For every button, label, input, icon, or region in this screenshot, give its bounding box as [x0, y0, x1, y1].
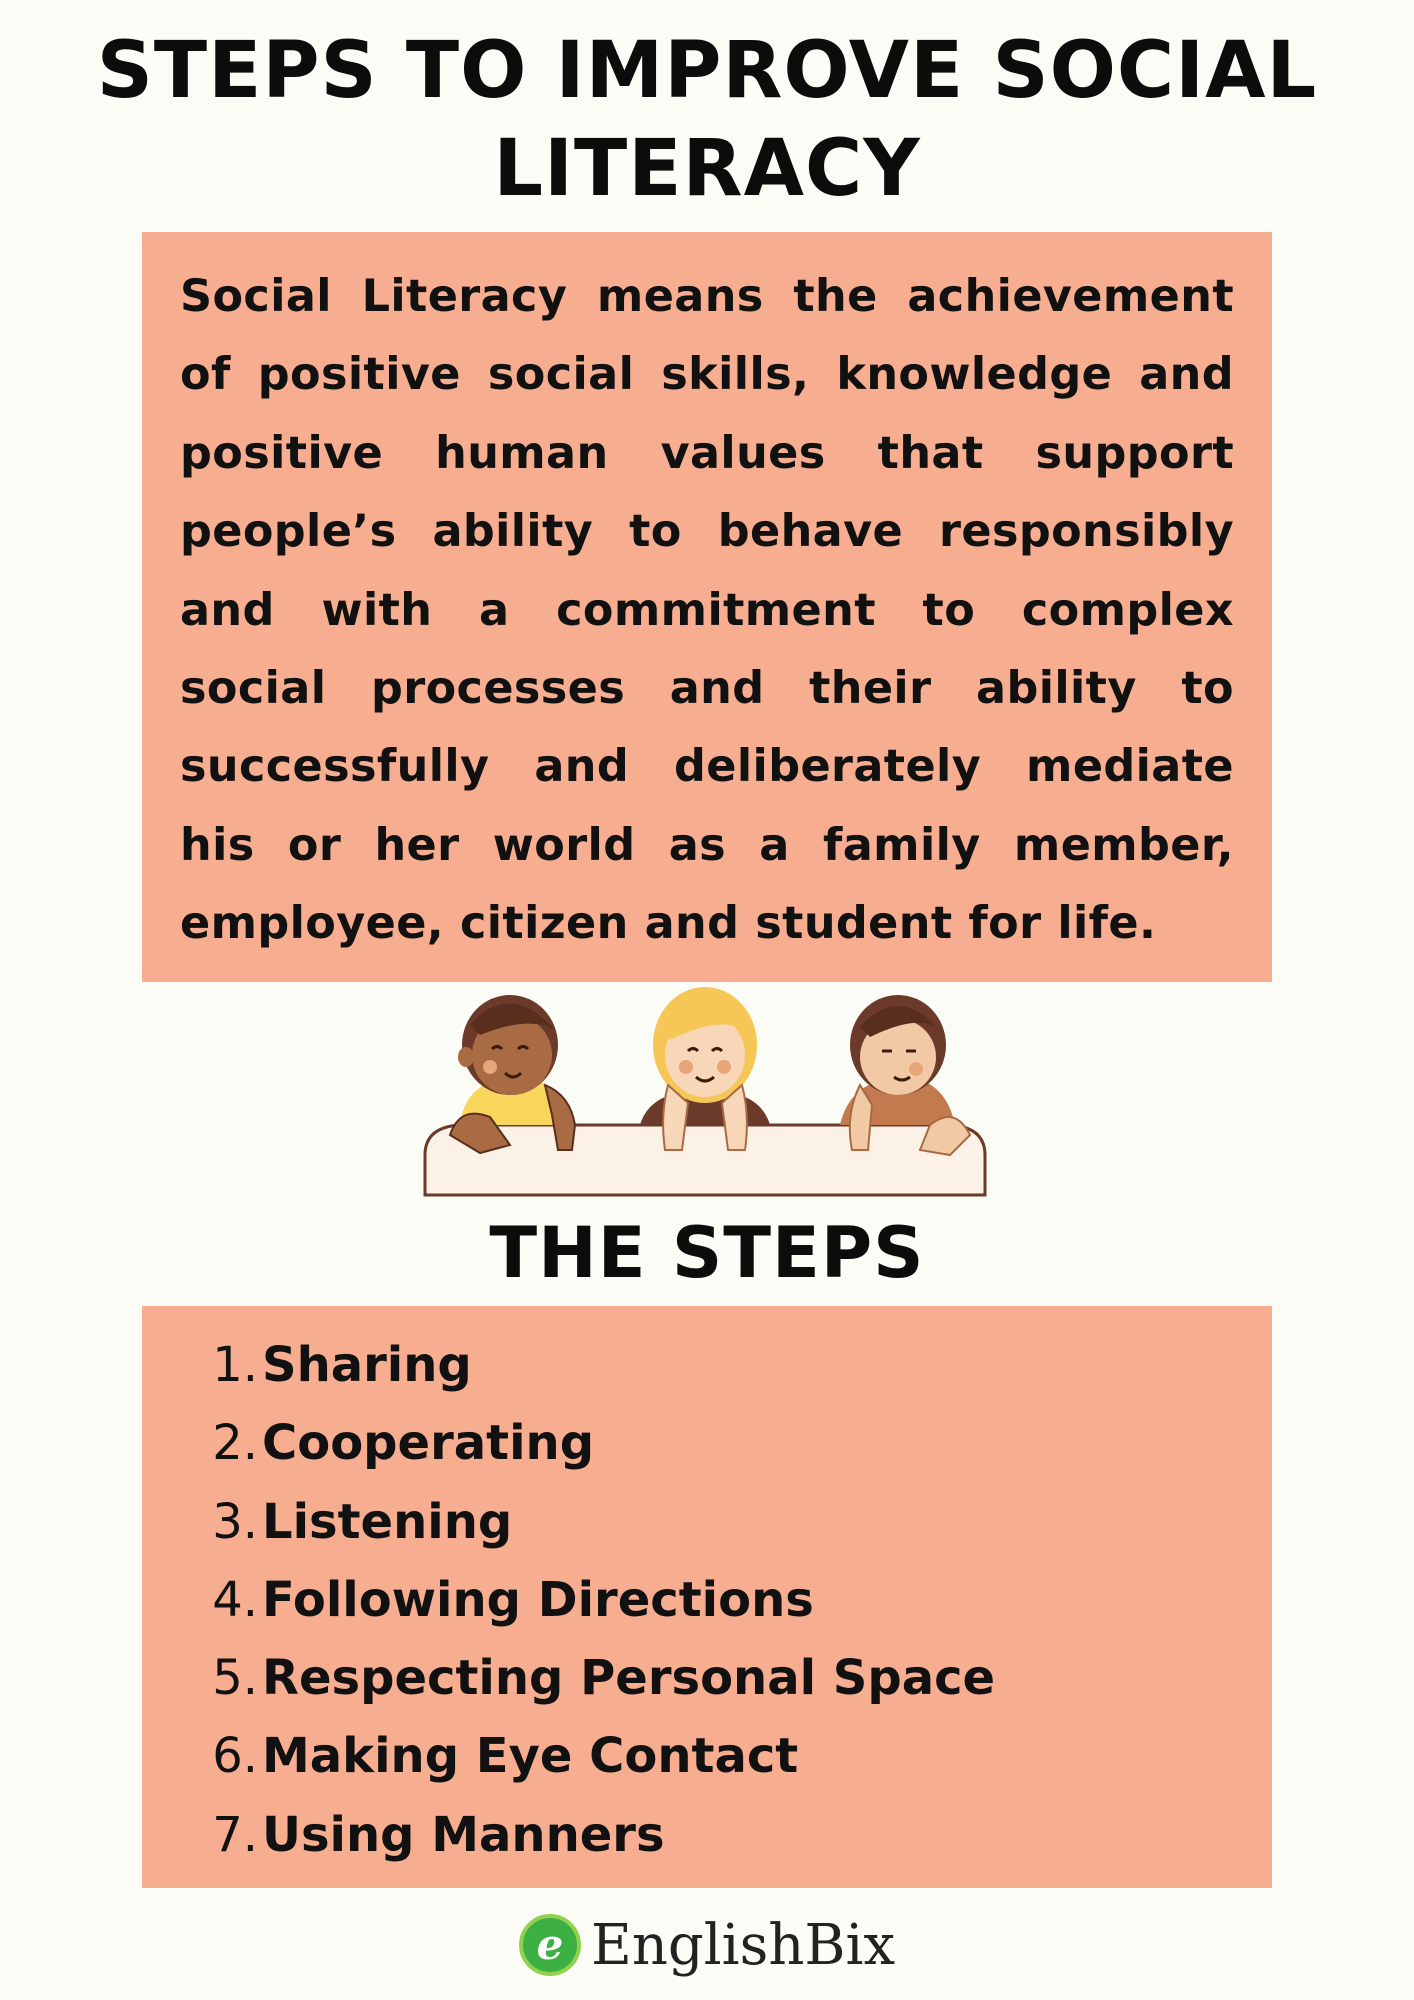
- step-number: 7.: [212, 1806, 258, 1863]
- logo-letter: e: [536, 1920, 564, 1969]
- step-number: 3.: [212, 1493, 258, 1550]
- step-number: 5.: [212, 1650, 258, 1707]
- steps-box: [142, 1306, 1272, 1888]
- step-number: 4.: [212, 1571, 258, 1628]
- step-label: Sharing: [262, 1337, 472, 1393]
- step-number: 2.: [212, 1415, 258, 1472]
- step-label: Respecting Personal Space: [262, 1650, 996, 1707]
- page-title: STEPS TO IMPROVE SOCIAL LITERACY: [96, 26, 1318, 214]
- step-label: Using Manners: [262, 1806, 665, 1863]
- list-item: [142, 1326, 1272, 1404]
- list-item: [142, 1639, 1272, 1717]
- step-number: 1.: [212, 1337, 258, 1393]
- steps-list: [142, 1326, 1272, 1874]
- step-label: Cooperating: [262, 1415, 595, 1472]
- step-label: Making Eye Contact: [262, 1728, 799, 1785]
- list-item: [142, 1561, 1272, 1639]
- step-label: Following Directions: [262, 1571, 814, 1628]
- list-item: [142, 1483, 1272, 1561]
- intro-box: [142, 232, 1272, 982]
- list-item: [142, 1796, 1272, 1874]
- three-children-illustration: [420, 985, 990, 1200]
- steps-heading: THE STEPS: [489, 1212, 925, 1294]
- step-number: 6.: [212, 1728, 258, 1785]
- brand-name: EnglishBix: [590, 1912, 896, 1978]
- list-item: [142, 1404, 1272, 1482]
- intro-text: Social Literacy means the achievement of positive social skills, knowledge and positive human values that support people’s ability to behave responsibly and with a commitment to complex social processes and their ability to successfully and deliberately mediate his or her world as a family member, employee, citizen and student for life.: [180, 271, 1234, 950]
- englishbix-logo-icon: [519, 1914, 581, 1976]
- brand-footer: [0, 1905, 1414, 1985]
- step-label: Listening: [262, 1493, 513, 1550]
- list-item: [142, 1717, 1272, 1795]
